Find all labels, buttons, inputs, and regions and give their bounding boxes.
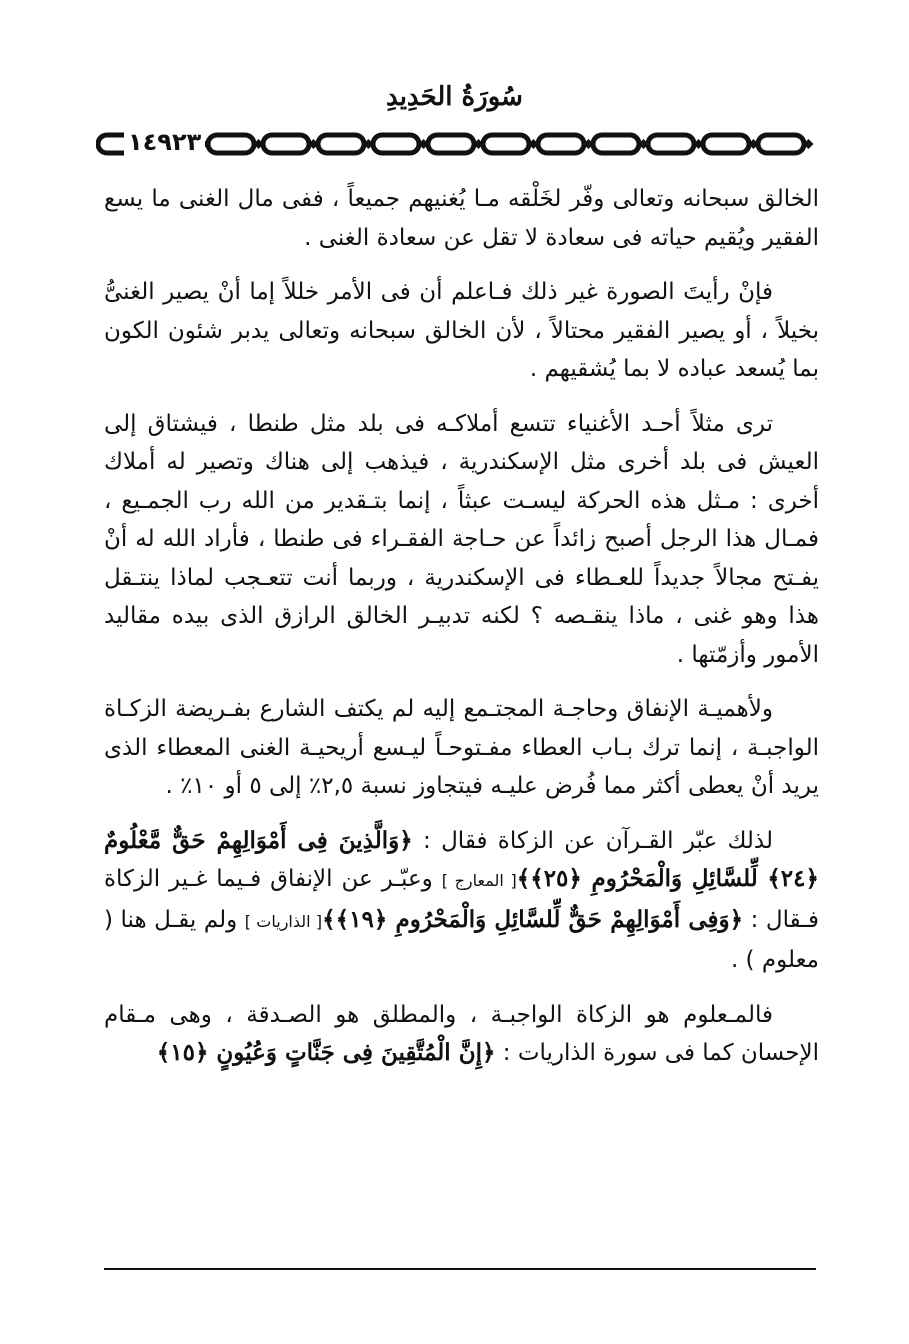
ornament-link <box>538 135 584 153</box>
ornament-link <box>648 135 694 153</box>
verse-reference-dhariyat: [ الذاريات ] <box>244 911 323 931</box>
paragraph-5-text-1: لذلك عبّر القـرآن عن الزكاة فقال : <box>412 827 773 854</box>
paragraph-5-text-3: ولم يقـل هنا ( معلوم ) . <box>104 906 819 973</box>
ornament-link <box>428 135 474 153</box>
verse-reference-maarij: [ المعارج ] <box>441 871 517 890</box>
ornament-link <box>703 135 749 153</box>
quran-verse-dhariyat-15: ﴿إِنَّ الْمُتَّقِينَ فِى جَنَّاتٍ وَعُيُونٍ ﴿١٥﴾ <box>156 1039 496 1066</box>
ornament-link <box>208 135 254 153</box>
header-ornament-border <box>96 124 841 164</box>
ornament-link <box>758 135 804 153</box>
paragraph-6 <box>104 996 819 1073</box>
ornament-link <box>593 135 639 153</box>
page-number: ١٤٩٢٣ <box>124 124 205 160</box>
quran-verse-maarij: ﴿وَالَّذِينَ فِى أَمْوَالِهِمْ حَقٌّ مَّعْلُومٌ ﴿٢٤﴾ لِّلسَّائِلِ وَالْمَحْرُومِ ﴿٢٥﴾﴾ <box>104 826 819 892</box>
ornament-link <box>318 135 364 153</box>
paragraph-3: ترى مثلاً أحـد الأغنياء تتسع أملاكـه فى بلد مثل طنطا ، فيشتاق إلى العيش فى بلد أخرى مثل الإسكندرية ، فيذهب إلى هناك وتصير له أملاك أخرى : مـثل هذه الحركة ليسـت عبثاً ، إنما بتـقدير من الله رب الجمـيع ، فمـال هذا الرجل أصبح زائداً عن حـاجة الفقـراء فى طنطا ، فأراد الله له أنْ يفـتح مجالاً جديداً للعـطاء فى الإسكندرية ، وربما أنت تتعـجب لماذا ينتـقل هذا وهو غنى ، ماذا ينقـصه ؟ لكنه تدبيـر الخالق الرازق الذى بيده مقاليد الأمور وأزمّتها . <box>104 410 819 668</box>
surah-title: سُورَةُ الحَدِيدِ <box>386 82 523 112</box>
ornament-link <box>373 135 419 153</box>
paragraph-5-text-2: وعبّـر عن الإنفاق فـيما غـير الزكاة فـقال : <box>104 866 819 933</box>
paragraph-1: الخالق سبحانه وتعالى وفّر لخَلْقه مـا يُغنيهم جميعاً ، ففى مال الغنى ما يسع الفقير ويُقيم حياته فى سعادة لا تقل عن سعادة الغنى . <box>104 186 819 251</box>
paragraph-5 <box>104 822 819 980</box>
ornament-chain-icon <box>96 124 841 164</box>
page-body <box>104 180 819 1089</box>
ornament-link <box>263 135 309 153</box>
quran-verse-dhariyat-19: ﴿وَفِى أَمْوَالِهِمْ حَقٌّ لِّلسَّائِلِ وَالْمَحْرُومِ ﴿١٩﴾﴾ <box>322 905 744 933</box>
ornament-link <box>483 135 529 153</box>
paragraph-6-text-1: فالمـعلوم هو الزكاة الواجبـة ، والمطلق هو الصـدقة ، وهى مـقام الإحسان كما فى سورة الذاريات : <box>104 1001 819 1066</box>
footer-rule <box>104 1268 816 1270</box>
paragraph-2: فإنْ رأيتَ الصورة غير ذلك فـاعلم أن فى الأمر خللاً إما أنْ يصير الغنىُّ بخيلاً ، أو يصير الفقير محتالاً ، لأن الخالق سبحانه وتعالى يدبر شئون الكون بما يُسعد عباده لا بما يُشقيهم . <box>104 279 819 382</box>
paragraph-4: ولأهميـة الإنفاق وحاجـة المجتـمع إليه لم يكتف الشارع بفـريضة الزكـاة الواجبـة ، إنما ترك بـاب العطاء مفـتوحـاً ليـسع أريحيـة الغنى المعطاء الذى يريد أنْ يعطى أكثر مما فُرض عليـه فيتجاوز نسبة ٢,٥٪ إلى ٥ أو ١٠٪ . <box>104 696 819 799</box>
